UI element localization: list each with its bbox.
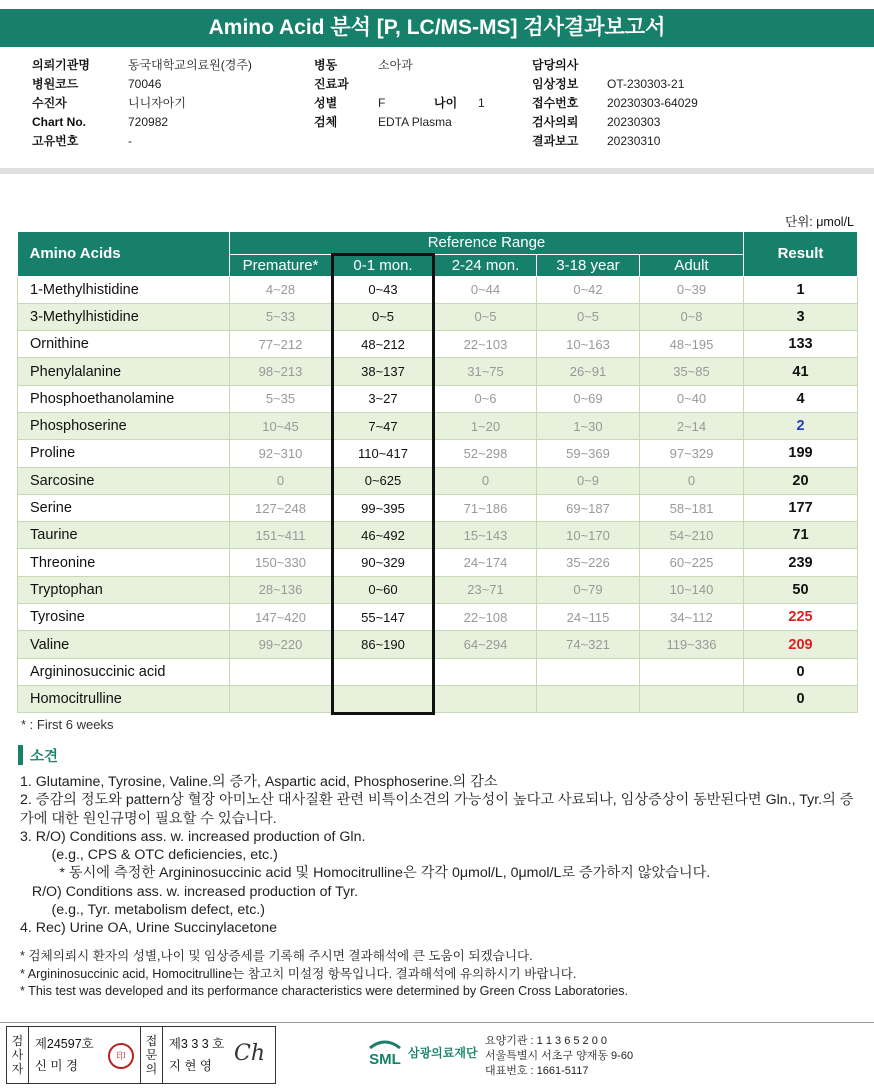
reference-range-cell: 35~85 — [640, 358, 744, 385]
age-label: 나이 — [434, 96, 458, 110]
opinion-line: 3. R/O) Conditions ass. w. increased production of Gln. — [20, 828, 366, 845]
table-row — [18, 303, 858, 330]
address-line: 대표번호 : 1661-5117 — [485, 1065, 589, 1077]
lab-address — [485, 1034, 633, 1079]
amino-acid-name: Threonine — [18, 549, 230, 576]
reference-range-cell: 58~181 — [640, 494, 744, 521]
reference-range-cell: 77~212 — [230, 331, 332, 358]
logo-mark-text: SML — [369, 1051, 401, 1068]
reference-range-cell: 59~369 — [537, 440, 640, 467]
table-row — [18, 522, 858, 549]
reference-range-cell: 48~195 — [640, 331, 744, 358]
reference-range-cell: 0~43 — [332, 276, 435, 303]
reference-range-cell — [435, 685, 537, 712]
reference-range-cell: 1~20 — [435, 412, 537, 439]
result-value: 0 — [744, 658, 858, 685]
reference-range-cell: 110~417 — [332, 440, 435, 467]
examiner-license: 제24597호 — [34, 1037, 94, 1051]
reference-range-cell — [230, 658, 332, 685]
reference-range-cell: 99~220 — [230, 631, 332, 658]
reference-range-cell: 38~137 — [332, 358, 435, 385]
opinion-line: (e.g., CPS & OTC deficiencies, etc.) — [20, 847, 278, 864]
info-value: 동국대학교의료원(경주) — [128, 58, 252, 72]
reference-range-cell: 26~91 — [537, 358, 640, 385]
unit-label: 단위: μmol/L — [785, 215, 854, 229]
label-char: 문 — [145, 1048, 158, 1062]
info-label: 검체 — [314, 115, 338, 129]
info-label: 의뢰기관명 — [32, 58, 90, 72]
specialist-name: 지 현 영 — [168, 1059, 212, 1073]
specialist-license: 제3 3 3 호 — [168, 1037, 225, 1051]
divider — [0, 168, 874, 174]
reference-range-cell: 7~47 — [332, 412, 435, 439]
reference-range-cell: 34~112 — [640, 604, 744, 631]
reference-range-cell: 147~420 — [230, 604, 332, 631]
reference-range-cell: 0~40 — [640, 385, 744, 412]
amino-acid-name: Serine — [18, 494, 230, 521]
result-value: 2 — [744, 412, 858, 439]
result-value: 177 — [744, 494, 858, 521]
reference-range-cell — [332, 685, 435, 712]
reference-range-cell: 1~30 — [537, 412, 640, 439]
reference-range-cell: 10~140 — [640, 576, 744, 603]
header-premature: Premature* — [230, 254, 332, 276]
reference-range-cell: 0~5 — [332, 303, 435, 330]
amino-acid-name: Proline — [18, 440, 230, 467]
info-label: 담당의사 — [532, 58, 579, 72]
footer-divider — [0, 1022, 874, 1023]
reference-range-cell: 0 — [230, 467, 332, 494]
specialist-label — [141, 1027, 163, 1083]
reference-range-cell: 119~336 — [640, 631, 744, 658]
reference-range-cell: 35~226 — [537, 549, 640, 576]
info-value: 70046 — [128, 77, 162, 91]
info-label: 임상정보 — [532, 77, 579, 91]
reference-range-cell: 0~79 — [537, 576, 640, 603]
age-value: 1 — [478, 96, 485, 110]
opinion-line: R/O) Conditions ass. w. increased production of Tyr. — [20, 883, 359, 900]
reference-range-cell: 0~9 — [537, 467, 640, 494]
table-row — [18, 685, 858, 712]
label-char: 사 — [11, 1048, 24, 1062]
reference-range-cell: 5~35 — [230, 385, 332, 412]
reference-range-cell: 28~136 — [230, 576, 332, 603]
reference-range-cell: 64~294 — [435, 631, 537, 658]
reference-range-cell: 22~103 — [435, 331, 537, 358]
reference-range-cell — [640, 658, 744, 685]
table-row — [18, 440, 858, 467]
reference-range-cell: 0~625 — [332, 467, 435, 494]
reference-range-cell: 31~75 — [435, 358, 537, 385]
reference-range-cell: 46~492 — [332, 522, 435, 549]
reference-range-cell: 0 — [435, 467, 537, 494]
label-char: 의 — [145, 1062, 158, 1076]
table-row — [18, 576, 858, 603]
opinion-line: 2. 증감의 정도와 pattern상 혈장 아미노산 대사질환 관련 비특이소견의 가능성이 높다고 사료되나, 임상증상이 동반된다면 Gln., Tyr.의 증가에 대한 원인규명이 필요할 수 있습니다. — [20, 792, 854, 827]
address-line: 서울특별시 서초구 양재동 9-60 — [485, 1050, 634, 1062]
reference-range-cell: 15~143 — [435, 522, 537, 549]
reference-range-cell: 23~71 — [435, 576, 537, 603]
opinion-heading — [18, 744, 58, 766]
amino-acid-table — [17, 232, 858, 713]
reference-range-cell: 10~163 — [537, 331, 640, 358]
header-2-24-mon: 2-24 mon. — [435, 254, 537, 276]
sml-logo — [366, 1034, 478, 1070]
header-amino-acids: Amino Acids — [18, 232, 230, 276]
reference-range-cell: 0~39 — [640, 276, 744, 303]
reference-range-cell: 48~212 — [332, 331, 435, 358]
examiner-name: 신 미 경 — [34, 1059, 78, 1073]
examiner-label — [7, 1027, 29, 1083]
reference-range-cell: 99~395 — [332, 494, 435, 521]
amino-acid-name: Phenylalanine — [18, 358, 230, 385]
result-value: 3 — [744, 303, 858, 330]
info-value: 니니자아기 — [128, 96, 186, 110]
reference-range-cell: 0~42 — [537, 276, 640, 303]
amino-acid-name: 3-Methylhistidine — [18, 303, 230, 330]
reference-range-cell — [537, 658, 640, 685]
examiner-cell — [29, 1027, 141, 1083]
reference-range-cell: 90~329 — [332, 549, 435, 576]
header-0-1-mon: 0-1 mon. — [332, 254, 435, 276]
report-notes — [20, 948, 628, 1001]
amino-acid-name: Tryptophan — [18, 576, 230, 603]
info-label: 진료과 — [314, 77, 349, 91]
reference-range-cell: 86~190 — [332, 631, 435, 658]
note-line: * 검체의뢰시 환자의 성별,나이 및 임상증세를 기록해 주시면 결과해석에 큰 도움이 되겠습니다. — [20, 949, 533, 963]
info-label: 병원코드 — [32, 77, 79, 91]
signature-icon: Ch — [233, 1041, 265, 1066]
reference-range-cell: 2~14 — [640, 412, 744, 439]
table-footnote: * : First 6 weeks — [21, 717, 114, 732]
reference-range-cell: 150~330 — [230, 549, 332, 576]
header-reference-range: Reference Range — [230, 232, 744, 254]
address-line: 요양기관 : 1 1 3 6 5 2 0 0 — [485, 1035, 608, 1047]
amino-acid-name: Phosphoserine — [18, 412, 230, 439]
label-char: 검 — [11, 1034, 24, 1048]
info-col-1 — [32, 56, 292, 151]
reference-range-cell: 54~210 — [640, 522, 744, 549]
table-row — [18, 631, 858, 658]
opinion-line: 1. Glutamine, Tyrosine, Valine.의 증가, Aspartic acid, Phosphoserine.의 감소 — [20, 774, 498, 790]
label-char: 자 — [11, 1062, 24, 1076]
reference-range-cell: 71~186 — [435, 494, 537, 521]
amino-acid-name: Tyrosine — [18, 604, 230, 631]
reference-range-cell: 10~170 — [537, 522, 640, 549]
amino-acid-name: Sarcosine — [18, 467, 230, 494]
result-value: 133 — [744, 331, 858, 358]
info-label: 결과보고 — [532, 134, 579, 148]
info-value: - — [128, 134, 132, 148]
table-row — [18, 604, 858, 631]
reference-range-cell: 0 — [640, 467, 744, 494]
note-line: * This test was developed and its performance characteristics were determined by Green Cross Laboratories. — [20, 984, 629, 998]
reference-range-cell: 69~187 — [537, 494, 640, 521]
header-adult: Adult — [640, 254, 744, 276]
note-line: * Argininosuccinic acid, Homocitrulline는 참고치 미설정 항목입니다. 결과해석에 유의하시기 바랍니다. — [20, 966, 577, 981]
reference-range-cell: 151~411 — [230, 522, 332, 549]
result-value: 20 — [744, 467, 858, 494]
result-value: 50 — [744, 576, 858, 603]
result-value: 41 — [744, 358, 858, 385]
header-result: Result — [744, 232, 858, 276]
result-value: 209 — [744, 631, 858, 658]
info-value: OT-230303-21 — [607, 77, 685, 91]
reference-range-cell: 0~5 — [537, 303, 640, 330]
seal-icon: 印 — [108, 1043, 134, 1069]
table-row — [18, 549, 858, 576]
table-row — [18, 658, 858, 685]
reference-range-cell: 4~28 — [230, 276, 332, 303]
info-value: 20230310 — [607, 134, 661, 148]
reference-range-cell: 0~5 — [435, 303, 537, 330]
opinion-title: 소견 — [30, 748, 59, 765]
info-label: Chart No. — [32, 115, 86, 129]
reference-range-cell: 0~6 — [435, 385, 537, 412]
reference-range-cell: 0~60 — [332, 576, 435, 603]
specialist-cell — [163, 1027, 275, 1083]
reference-range-cell: 74~321 — [537, 631, 640, 658]
reference-range-cell: 3~27 — [332, 385, 435, 412]
reference-range-cell — [435, 658, 537, 685]
info-value: 20230303 — [607, 115, 661, 129]
result-value: 71 — [744, 522, 858, 549]
opinion-line: * 동시에 측정한 Argininosuccinic acid 및 Homocitrulline은 각각 0μmol/L, 0μmol/L로 증가하지 않았습니다. — [20, 865, 711, 882]
result-value: 0 — [744, 685, 858, 712]
reference-range-cell: 127~248 — [230, 494, 332, 521]
reference-range-cell — [332, 658, 435, 685]
info-label: 고유번호 — [32, 134, 79, 148]
amino-acid-name: Valine — [18, 631, 230, 658]
table-row — [18, 412, 858, 439]
info-value: 20230303-64029 — [607, 96, 698, 110]
result-value: 199 — [744, 440, 858, 467]
reference-range-cell: 52~298 — [435, 440, 537, 467]
amino-acid-name: Taurine — [18, 522, 230, 549]
info-col-3 — [532, 56, 852, 151]
report-title: Amino Acid 분석 [P, LC/MS-MS] 검사결과보고서 — [0, 9, 874, 47]
reference-range-cell: 5~33 — [230, 303, 332, 330]
sml-logo-icon — [366, 1034, 404, 1070]
reference-range-cell: 55~147 — [332, 604, 435, 631]
info-value: 소아과 — [378, 58, 413, 72]
result-value: 239 — [744, 549, 858, 576]
reference-range-cell: 24~115 — [537, 604, 640, 631]
table-row — [18, 467, 858, 494]
reference-range-cell: 97~329 — [640, 440, 744, 467]
info-label: 수진자 — [32, 96, 67, 110]
signature-box — [6, 1026, 276, 1084]
reference-range-cell: 60~225 — [640, 549, 744, 576]
info-value: 720982 — [128, 115, 169, 129]
table-row — [18, 494, 858, 521]
opinion-text — [20, 773, 855, 938]
result-value: 1 — [744, 276, 858, 303]
reference-range-cell: 0~69 — [537, 385, 640, 412]
opinion-line: 4. Rec) Urine OA, Urine Succinylacetone — [20, 920, 278, 937]
opinion-line: (e.g., Tyr. metabolism defect, etc.) — [20, 902, 265, 919]
info-value: F — [378, 96, 386, 110]
reference-range-cell: 22~108 — [435, 604, 537, 631]
amino-acid-name: Argininosuccinic acid — [18, 658, 230, 685]
info-label: 접수번호 — [532, 96, 579, 110]
info-label: 검사의뢰 — [532, 115, 579, 129]
info-label: 병동 — [314, 58, 338, 72]
header-3-18-year: 3-18 year — [537, 254, 640, 276]
reference-range-cell: 24~174 — [435, 549, 537, 576]
amino-acid-name: Phosphoethanolamine — [18, 385, 230, 412]
result-value: 225 — [744, 604, 858, 631]
reference-range-cell: 10~45 — [230, 412, 332, 439]
reference-range-cell: 0~44 — [435, 276, 537, 303]
reference-range-cell: 0~8 — [640, 303, 744, 330]
table-row — [18, 276, 858, 303]
label-char: 접 — [145, 1034, 158, 1048]
amino-acid-name: Homocitrulline — [18, 685, 230, 712]
info-col-2 — [314, 56, 524, 132]
logo-text: 삼광의료재단 — [408, 1045, 478, 1060]
heading-bar — [18, 745, 23, 765]
table-row — [18, 385, 858, 412]
table-row — [18, 358, 858, 385]
reference-range-cell: 92~310 — [230, 440, 332, 467]
result-value: 4 — [744, 385, 858, 412]
reference-range-cell — [537, 685, 640, 712]
reference-range-cell: 98~213 — [230, 358, 332, 385]
amino-acid-name: Ornithine — [18, 331, 230, 358]
info-value: EDTA Plasma — [378, 115, 452, 129]
info-label: 성별 — [314, 96, 338, 110]
reference-range-cell — [230, 685, 332, 712]
table-row — [18, 331, 858, 358]
reference-range-cell — [640, 685, 744, 712]
amino-acid-name: 1-Methylhistidine — [18, 276, 230, 303]
